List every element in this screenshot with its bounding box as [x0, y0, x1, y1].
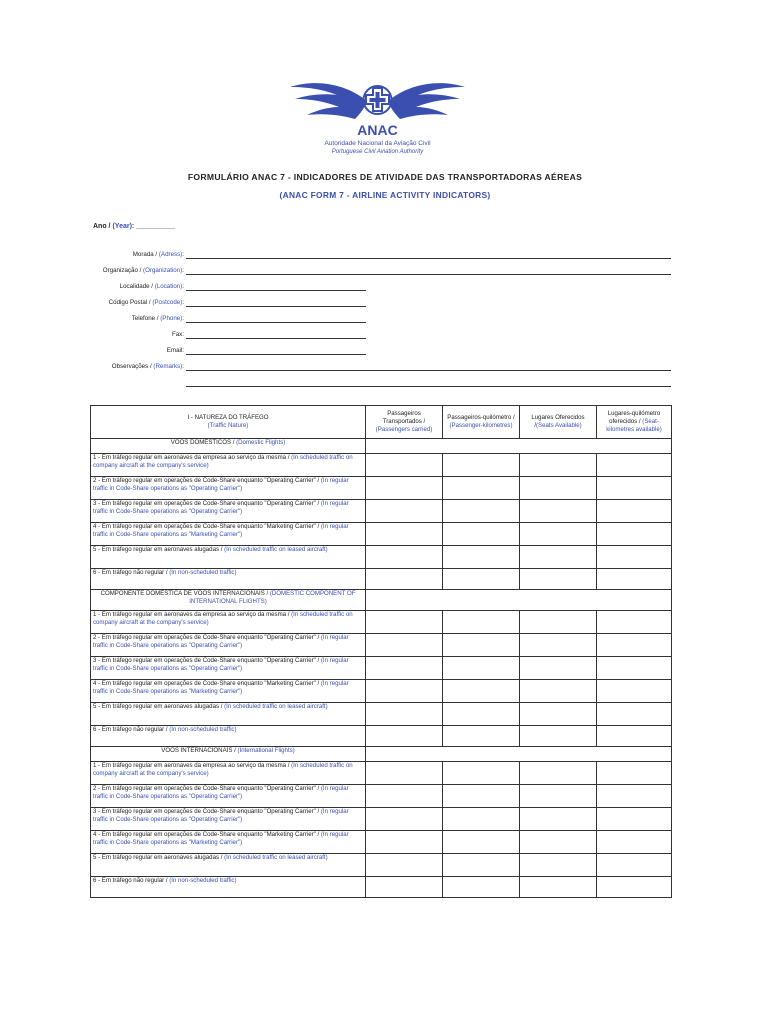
- value-cell[interactable]: [520, 500, 597, 523]
- value-cell[interactable]: [443, 523, 520, 546]
- value-cell[interactable]: [520, 785, 597, 808]
- row-label: 2 - Em tráfego regular em operações de Code-Share enquanto "Operating Carrier" / (In regular traffic in Code-Share operations as "Operating Carrier"): [91, 785, 366, 808]
- value-cell[interactable]: [520, 611, 597, 634]
- passenger-km-header: Passageiros-quilómetro / (Passenger-kilometres): [443, 406, 520, 439]
- value-cell[interactable]: [520, 831, 597, 854]
- logo-acronym: ANAC: [357, 122, 398, 138]
- value-cell[interactable]: [597, 785, 672, 808]
- seats-available-header: Lugares Oferecidos /(Seats Available): [520, 406, 597, 439]
- form-title: FORMULÁRIO ANAC 7 - INDICADORES DE ATIVIDADE DAS TRANSPORTADORAS AÉREAS: [187, 172, 583, 182]
- value-cell[interactable]: [366, 523, 443, 546]
- passengers-carried-header: Passageiros Transportados / (Passengers carried): [366, 406, 443, 439]
- value-cell[interactable]: [366, 854, 443, 877]
- value-cell[interactable]: [366, 703, 443, 726]
- international-codeshare-operating-row-a: [91, 785, 672, 808]
- international-codeshare-marketing-row: [91, 831, 672, 854]
- value-cell[interactable]: [520, 703, 597, 726]
- fax-input[interactable]: [186, 338, 366, 339]
- row-label: 6 - Em tráfego não regular / (In non-scheduled traffic): [91, 726, 366, 747]
- nature-header: I - NATUREZA DO TRÁFEGO (Traffic Nature): [91, 406, 366, 439]
- value-cell[interactable]: [443, 808, 520, 831]
- international-section-row: [91, 747, 672, 762]
- value-cell[interactable]: [366, 785, 443, 808]
- form-subtitle: (ANAC FORM 7 - AIRLINE ACTIVITY INDICATORS): [279, 190, 491, 200]
- value-cell[interactable]: [443, 500, 520, 523]
- row-label: 5 - Em tráfego regular em aeronaves alugadas / (In scheduled traffic on leased aircraft): [91, 546, 366, 569]
- value-cell[interactable]: [366, 831, 443, 854]
- value-cell[interactable]: [443, 680, 520, 703]
- value-cell[interactable]: [597, 657, 672, 680]
- year-label-en: (Year):: [112, 223, 135, 230]
- value-cell[interactable]: [366, 877, 443, 898]
- value-cell[interactable]: [366, 477, 443, 500]
- postcode-input[interactable]: [186, 306, 366, 307]
- value-cell[interactable]: [597, 500, 672, 523]
- remarks-label: Observações / (Remarks):: [111, 363, 184, 370]
- domestic-codeshare-marketing-row: [91, 523, 672, 546]
- year-label: Ano /: [93, 223, 113, 230]
- row-label: 4 - Em tráfego regular em operações de Code-Share enquanto "Marketing Carrier" / (In regular traffic in Code-Share operations as "Marketing Carrier"): [91, 831, 366, 854]
- domestic-leased-aircraft-row: [91, 546, 672, 569]
- value-cell[interactable]: [520, 762, 597, 785]
- left-wing: [290, 83, 367, 119]
- row-label: 4 - Em tráfego regular em operações de Code-Share enquanto "Marketing Carrier" / (In regular traffic in Code-Share operations as "Marketing Carrier"): [91, 523, 366, 546]
- row-label: 4 - Em tráfego regular em operações de Code-Share enquanto "Marketing Carrier" / (In regular traffic in Code-Share operations as "Marketing Carrier"): [91, 680, 366, 703]
- row-label: 1 - Em tráfego regular em aeronaves da empresa ao serviço da mesma / (In scheduled traffic on company aircraft at the company's service): [91, 762, 366, 785]
- value-cell[interactable]: [443, 877, 520, 898]
- value-cell[interactable]: [597, 454, 672, 477]
- row-label: 6 - Em tráfego não regular / (In non-scheduled traffic): [91, 569, 366, 590]
- value-cell[interactable]: [366, 546, 443, 569]
- remarks-input[interactable]: [186, 370, 671, 371]
- address-label: Morada / (Adress):: [132, 251, 184, 258]
- value-cell[interactable]: [443, 854, 520, 877]
- value-cell[interactable]: [520, 477, 597, 500]
- section-spacer: [366, 590, 672, 611]
- value-cell[interactable]: [520, 657, 597, 680]
- value-cell[interactable]: [443, 831, 520, 854]
- domestic-section-row: [91, 439, 672, 454]
- value-cell[interactable]: [443, 477, 520, 500]
- row-label: 3 - Em tráfego regular em operações de Code-Share enquanto "Operating Carrier" / (In regular traffic in Code-Share operations as "Operating Carrier"): [91, 500, 366, 523]
- value-cell[interactable]: [520, 454, 597, 477]
- location-input[interactable]: [186, 290, 366, 291]
- location-label: Localidade / (Location):: [119, 283, 184, 290]
- value-cell[interactable]: [520, 546, 597, 569]
- row-label: 5 - Em tráfego regular em aeronaves alugadas / (In scheduled traffic on leased aircraft): [91, 703, 366, 726]
- value-cell[interactable]: [520, 569, 597, 590]
- domestic-non-scheduled-row: [91, 569, 672, 590]
- value-cell[interactable]: [520, 726, 597, 747]
- value-cell[interactable]: [366, 762, 443, 785]
- value-cell[interactable]: [597, 726, 672, 747]
- value-cell[interactable]: [443, 546, 520, 569]
- value-cell[interactable]: [520, 523, 597, 546]
- domestic-own-aircraft-row: [91, 454, 672, 477]
- value-cell[interactable]: [443, 634, 520, 657]
- domestic-section-title: VOOS DOMÉSTICOS / (Domestic Flights): [91, 439, 366, 454]
- international-leased-aircraft-row: [91, 854, 672, 877]
- phone-input[interactable]: [186, 322, 366, 323]
- value-cell[interactable]: [443, 569, 520, 590]
- value-cell[interactable]: [597, 523, 672, 546]
- row-label: 2 - Em tráfego regular em operações de Code-Share enquanto "Operating Carrier" / (In regular traffic in Code-Share operations as "Operating Carrier"): [91, 477, 366, 500]
- fax-label: Fax:: [171, 331, 184, 338]
- value-cell[interactable]: [597, 854, 672, 877]
- activity-table: [90, 405, 672, 898]
- value-cell[interactable]: [597, 477, 672, 500]
- value-cell[interactable]: [597, 611, 672, 634]
- value-cell[interactable]: [366, 611, 443, 634]
- row-label: 3 - Em tráfego regular em operações de Code-Share enquanto "Operating Carrier" / (In regular traffic in Code-Share operations as "Operating Carrier"): [91, 808, 366, 831]
- value-cell[interactable]: [366, 634, 443, 657]
- year-blank: __________: [134, 223, 176, 230]
- international-section-title: VOOS INTERNACIONAIS / (International Flights): [91, 747, 366, 762]
- value-cell[interactable]: [366, 569, 443, 590]
- email-label: Email:: [166, 347, 184, 354]
- domestic-component-codeshare-operating-row-b: [91, 657, 672, 680]
- value-cell[interactable]: [443, 726, 520, 747]
- domestic-component-own-aircraft-row: [91, 611, 672, 634]
- postcode-label: Código Postal / (Postcode):: [108, 299, 184, 306]
- value-cell[interactable]: [597, 634, 672, 657]
- value-cell[interactable]: [443, 703, 520, 726]
- international-codeshare-operating-row-b: [91, 808, 672, 831]
- anac-logo: [285, 73, 470, 158]
- table-header-row: [91, 406, 672, 439]
- row-label: 2 - Em tráfego regular em operações de Code-Share enquanto "Operating Carrier" / (In regular traffic in Code-Share operations as "Operating Carrier"): [91, 634, 366, 657]
- phone-label: Telefone / (Phone):: [131, 315, 184, 322]
- value-cell[interactable]: [597, 546, 672, 569]
- row-label: 6 - Em tráfego não regular / (In non-scheduled traffic): [91, 877, 366, 898]
- value-cell[interactable]: [520, 877, 597, 898]
- address-input[interactable]: [186, 258, 671, 259]
- domestic-codeshare-operating-row-a: [91, 477, 672, 500]
- value-cell[interactable]: [520, 634, 597, 657]
- domestic-component-section-row: [91, 590, 672, 611]
- row-label: 5 - Em tráfego regular em aeronaves alugadas / (In scheduled traffic on leased aircraft): [91, 854, 366, 877]
- international-own-aircraft-row: [91, 762, 672, 785]
- value-cell[interactable]: [597, 762, 672, 785]
- domestic-codeshare-operating-row-b: [91, 500, 672, 523]
- section-spacer: [366, 439, 672, 454]
- row-label: 1 - Em tráfego regular em aeronaves da empresa ao serviço da mesma / (In scheduled traffic on company aircraft at the company's service): [91, 454, 366, 477]
- domestic-component-codeshare-marketing-row: [91, 680, 672, 703]
- value-cell[interactable]: [443, 611, 520, 634]
- value-cell[interactable]: [443, 762, 520, 785]
- email-input[interactable]: [186, 354, 366, 355]
- domestic-component-leased-aircraft-row: [91, 703, 672, 726]
- value-cell[interactable]: [443, 657, 520, 680]
- value-cell[interactable]: [520, 854, 597, 877]
- value-cell[interactable]: [597, 877, 672, 898]
- value-cell[interactable]: [366, 680, 443, 703]
- organization-label: Organização / (Organization):: [102, 267, 184, 274]
- row-label: 1 - Em tráfego regular em aeronaves da empresa ao serviço da mesma / (In scheduled traffic on company aircraft at the company's service): [91, 611, 366, 634]
- value-cell[interactable]: [520, 808, 597, 831]
- remarks-input-line-2[interactable]: [186, 386, 671, 387]
- value-cell[interactable]: [366, 726, 443, 747]
- value-cell[interactable]: [366, 500, 443, 523]
- logo-name-en: Portuguese Civil Aviation Authority: [331, 149, 424, 155]
- organization-input[interactable]: [186, 274, 671, 275]
- value-cell[interactable]: [366, 808, 443, 831]
- international-non-scheduled-row: [91, 877, 672, 898]
- value-cell[interactable]: [597, 680, 672, 703]
- value-cell[interactable]: [597, 703, 672, 726]
- domestic-component-non-scheduled-row: [91, 726, 672, 747]
- domestic-component-section-title: COMPONENTE DOMÉSTICA DE VOOS INTERNACIONAIS / (DOMESTIC COMPONENT OF INTERNATIONAL FLIGHTS): [91, 590, 366, 611]
- value-cell[interactable]: [597, 831, 672, 854]
- section-spacer: [366, 747, 672, 762]
- value-cell[interactable]: [520, 680, 597, 703]
- year-field[interactable]: [93, 223, 175, 230]
- value-cell[interactable]: [366, 657, 443, 680]
- row-label: 3 - Em tráfego regular em operações de Code-Share enquanto "Operating Carrier" / (In regular traffic in Code-Share operations as "Operating Carrier"): [91, 657, 366, 680]
- domestic-component-codeshare-operating-row-a: [91, 634, 672, 657]
- right-wing: [388, 83, 465, 119]
- value-cell[interactable]: [443, 454, 520, 477]
- value-cell[interactable]: [443, 785, 520, 808]
- logo-name-pt: Autoridade Nacional da Aviação Civil: [324, 140, 431, 147]
- seat-km-header: Lugares-quilómetro oferecidos / (Seat-kilometres available): [597, 406, 672, 439]
- value-cell[interactable]: [597, 808, 672, 831]
- value-cell[interactable]: [366, 454, 443, 477]
- value-cell[interactable]: [597, 569, 672, 590]
